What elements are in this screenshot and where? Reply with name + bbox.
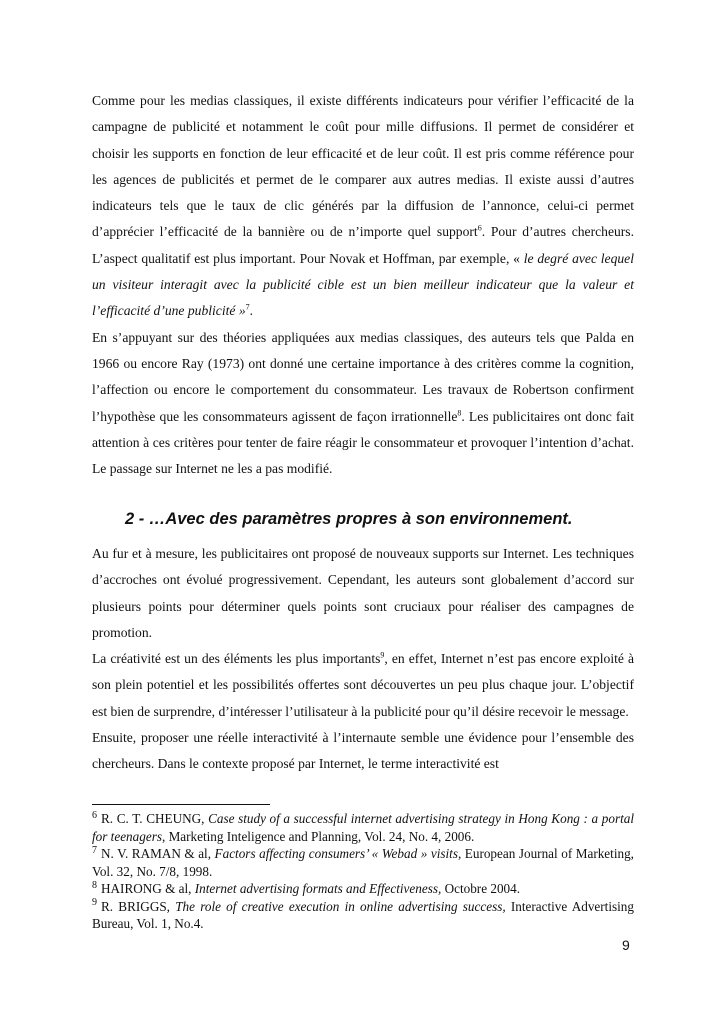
footnote-7 <box>92 845 634 880</box>
paragraph-supports: Au fur et à mesure, les publicitaires ont proposé de nouveaux supports sur Internet. Les techniques d’accroches ont évolué progressivement. Cependant, les auteurs sont globalement d’accord sur plusieurs points pour déterminer quels points sont cruciaux pour réaliser des campagnes de promotion. <box>92 546 634 640</box>
footnote-number: 6 <box>92 809 97 821</box>
footnote-6 <box>92 810 634 845</box>
paragraph-interactivity: Ensuite, proposer une réelle interactivité à l’internaute semble une évidence pour l’ensemble des chercheurs. Dans le contexte proposé par Internet, le terme interactivité est <box>92 730 634 772</box>
footnote-ref-9: 9 <box>380 650 385 660</box>
footnote-ref-8: 8 <box>457 408 462 418</box>
footnote-ref-7: 7 <box>245 302 250 312</box>
footnote-author: R. BRIGGS, <box>101 898 176 914</box>
paragraph-text: , en effet, Internet n’est pas encore exploité à son plein potentiel et les possibilités offertes sont découvertes un peu plus chaque jour. L’objectif est bien de surprendre, d’intéresser l’utilisateur à la publicité pour qu’il désire recevoir le message. <box>92 651 634 719</box>
footnote-title: Case study of a successful internet advertising strategy in Hong Kong : a portal for teenagers <box>92 811 634 844</box>
footnote-separator <box>92 804 270 805</box>
footnote-source: , Marketing Inteligence and Planning, Vol. 24, No. 4, 2006. <box>161 828 475 844</box>
footnote-number: 7 <box>92 844 97 856</box>
body-text-section-1 <box>92 88 634 482</box>
paragraph-text: . Pour d’autres chercheurs. L’aspect qualitatif est plus important. Pour Novak et Hoffman, par exemple, « <box>92 224 634 266</box>
paragraph-creativity <box>92 646 634 725</box>
footnote-title: Internet advertising formats and Effectiveness, <box>194 881 442 896</box>
footnote-author: N. V. RAMAN & al, <box>101 846 215 861</box>
page-number: 9 <box>622 937 630 953</box>
footnote-source: Interactive Advertising Bureau, Vol. 1, No.4. <box>92 898 634 931</box>
footnotes <box>92 810 634 933</box>
paragraph-indicators <box>92 88 634 325</box>
footnote-author: R. C. T. CHEUNG, <box>101 811 209 826</box>
footnote-ref-6: 6 <box>477 223 482 233</box>
section-heading: 2 - …Avec des paramètres propres à son environnement. <box>125 510 573 528</box>
paragraph-text: . Les publicitaires ont donc fait attention à ces critères pour tenter de faire réagir le consommateur et provoquer l’intention d’achat. Le passage sur Internet ne les a pas modifié. <box>92 408 634 477</box>
paragraph-text: La créativité est un des éléments les plus importants <box>92 651 381 667</box>
footnote-title: The role of creative execution in online advertising success, <box>175 898 506 914</box>
footnote-author: HAIRONG & al, <box>101 881 195 896</box>
footnote-number: 9 <box>92 897 97 909</box>
quote-novak-hoffman: le degré avec lequel un visiteur interagit avec la publicité cible est un bien meilleur indicateur que la valeur et l’efficacité d’une publicité » <box>92 250 634 319</box>
footnote-source: Octobre 2004. <box>441 881 521 896</box>
paragraph-text: . <box>249 303 254 319</box>
footnote-number: 8 <box>92 879 97 891</box>
paragraph-theories <box>92 325 634 483</box>
footnote-8 <box>92 880 634 898</box>
footnote-9 <box>92 898 634 933</box>
footnote-source: European Journal of Marketing, Vol. 32, No. 7/8, 1998. <box>92 846 634 879</box>
paragraph-text: Comme pour les medias classiques, il existe différents indicateurs pour vérifier l’efficacité de la campagne de publicité et notamment le coût pour mille diffusions. Il permet de considérer et choisir les supports en fonction de leur efficacité et de leur coût. Il est pris comme référence pour les agences de publicités et permet de le comparer aux autres medias. Il existe aussi d’autres indicateurs tels que le taux de clic générés par la diffusion de l’annonce, celui-ci permet d’apprécier l’efficacité de la bannière ou de n’importe quel support <box>92 93 634 240</box>
paragraph-text: En s’appuyant sur des théories appliquées aux medias classiques, des auteurs tels que Palda en 1966 ou encore Ray (1973) ont donné une certaine importance à des critères comme la cognition, l’affection ou encore le comportement du consommateur. Les travaux de Robertson confirment l’hypothèse que les consommateurs agissent de façon irrationnelle <box>92 329 634 424</box>
body-text-section-2 <box>92 541 634 778</box>
footnote-title: Factors affecting consumers’ « Webad » visits, <box>214 846 462 861</box>
